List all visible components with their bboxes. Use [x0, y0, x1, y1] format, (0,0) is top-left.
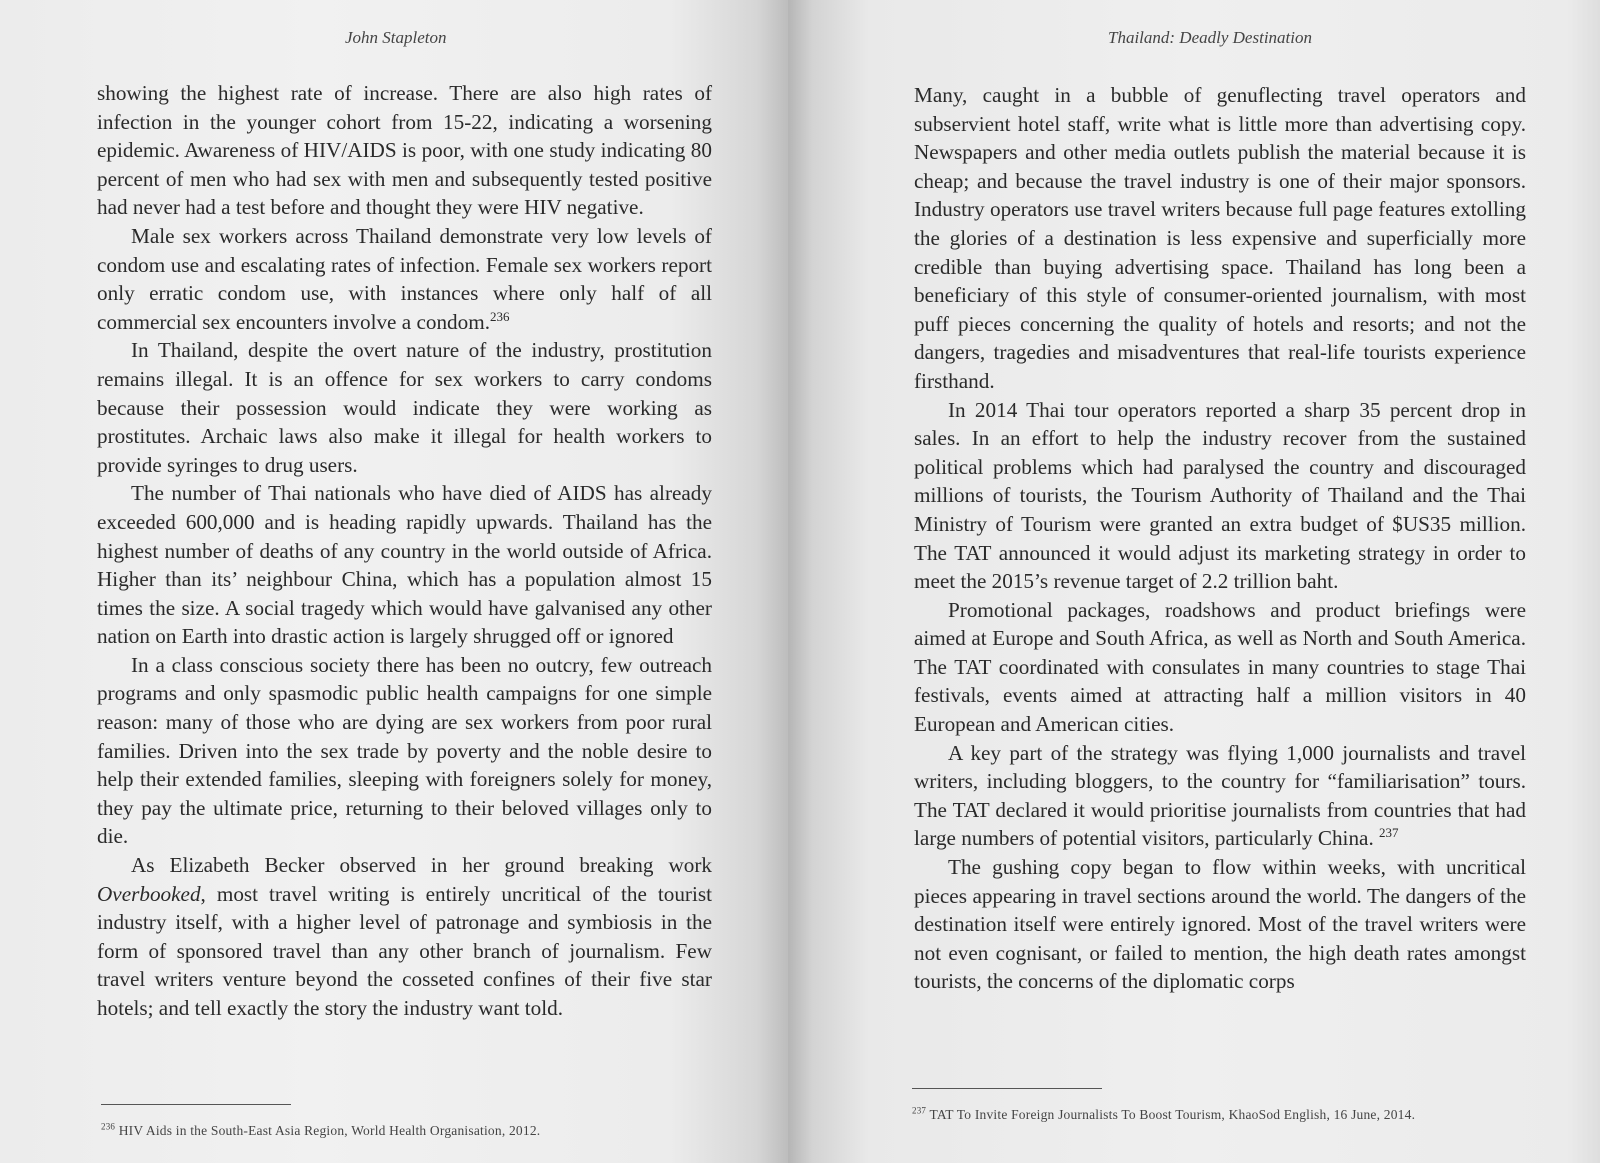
left-body-text — [97, 79, 712, 1023]
paragraph-text: , most travel writing is entirely uncritical of the tourist industry itself, with a higher level of patronage and symbiosis in the form of sponsored travel than any other branch of journalism. Few travel writers venture beyond the cosseted confines of their five star hotels; and tell exactly the story the industry want told. — [97, 881, 712, 1020]
paragraph-text: As Elizabeth Becker observed in her ground breaking work — [131, 853, 712, 878]
paragraph: In 2014 Thai tour operators reported a sharp 35 percent drop in sales. In an effort to help the industry recover from the sustained political problems which had paralysed the country and discouraged millions of tourists, the Tourism Authority of Thailand and the Thai Ministry of Tourism were granted an extra budget of $US35 million. The TAT announced it would adjust its marketing strategy in order to meet the 2015’s revenue target of 2.2 trillion baht. — [914, 397, 1526, 594]
footnote-divider — [912, 1088, 1102, 1089]
running-head-title: Thailand: Deadly Destination — [1108, 28, 1312, 47]
footnote-number: 236 — [101, 1121, 116, 1132]
paragraph-text: A key part of the strategy was flying 1,000 journalists and travel writers, including bloggers, to the country for “familiarisation” tours. The TAT declared it would prioritise journalists from countries that had large numbers of potential visitors, particularly China. — [914, 740, 1526, 851]
paragraph: The number of Thai nationals who have died of AIDS has already exceeded 600,000 and is heading rapidly upwards. Thailand has the highest number of deaths of any country in the world outside of Africa. Higher than its’ neighbour China, which has a population almost 15 times the size. A social tragedy which would have galvanised any other nation on Earth into drastic action is largely shrugged off or ignored — [97, 481, 712, 649]
paragraph: In Thailand, despite the overt nature of the industry, prostitution remains illegal. It is an offence for sex workers to carry condoms because their possession would indicate they were working as prostitutes. Archaic laws also make it illegal for health workers to provide syringes to drug users. — [97, 338, 712, 477]
footnote-number: 237 — [912, 1105, 927, 1116]
right-page — [788, 0, 1600, 1163]
paragraph: Promotional packages, roadshows and product briefings were aimed at Europe and South Africa, as well as North and South America. The TAT coordinated with consulates in many countries to stage Thai festivals, events aimed at attracting half a million visitors in 40 European and American cities. — [914, 597, 1526, 737]
book-title-italic: Overbooked — [97, 881, 201, 906]
footnote-reference: 237 — [1379, 825, 1399, 841]
footnote-text: TAT To Invite Foreign Journalists To Boost Tourism, KhaoSod English, 16 June, 2014. — [929, 1107, 1416, 1122]
paragraph: showing the highest rate of increase. There are also high rates of infection in the younger cohort from 15-22, indicating a worsening epidemic. Awareness of HIV/AIDS is poor, with one study indicating 80 percent of men who had sex with men and subsequently tested positive had never had a test before and thought they were HIV negative. — [97, 81, 712, 220]
footnote — [912, 1106, 1512, 1123]
left-page — [0, 0, 788, 1163]
paragraph: In a class conscious society there has been no outcry, few outreach programs and only spasmodic public health campaigns for one simple reason: many of those who are dying are sex workers from poor rural families. Driven into the sex trade by poverty and the noble desire to help their extended families, sleeping with foreigners solely for money, they pay the ultimate price, returning to their beloved villages only to die. — [97, 652, 712, 849]
paragraph-text: Male sex workers across Thailand demonstrate very low levels of condom use and escalating rates of infection. Female sex workers report only erratic condom use, with instances where only half of all commercial sex encounters involve a condom. — [97, 223, 712, 334]
footnote-reference: 236 — [490, 308, 510, 324]
right-body-text — [914, 81, 1526, 996]
footnote — [101, 1122, 661, 1139]
paragraph — [914, 739, 1526, 853]
footnote-text: HIV Aids in the South-East Asia Region, World Health Organisation, 2012. — [118, 1123, 541, 1138]
paragraph — [97, 851, 712, 1023]
running-head-author: John Stapleton — [345, 28, 447, 47]
paragraph: The gushing copy began to flow within weeks, with uncritical pieces appearing in travel sections around the world. The dangers of the destination itself were entirely ignored. Most of the travel writers were not even cognisant, or failed to mention, the high death rates amongst tourists, the concerns of the diplomatic corps — [914, 855, 1526, 994]
paragraph: Many, caught in a bubble of genuflecting travel operators and subservient hotel staff, write what is little more than advertising copy. Newspapers and other media outlets publish the material because it is cheap; and because the travel industry is one of their major sponsors. Industry operators use travel writers because full page features extolling the glories of a destination is less expensive and superficially more credible than buying advertising space. Thailand has long been a beneficiary of this style of consumer-oriented journalism, with most puff pieces concerning the quality of hotels and resorts; and not the dangers, tragedies and misadventures that real-life tourists experience firsthand. — [914, 83, 1526, 393]
footnote-divider — [101, 1104, 291, 1105]
paragraph — [97, 222, 712, 336]
